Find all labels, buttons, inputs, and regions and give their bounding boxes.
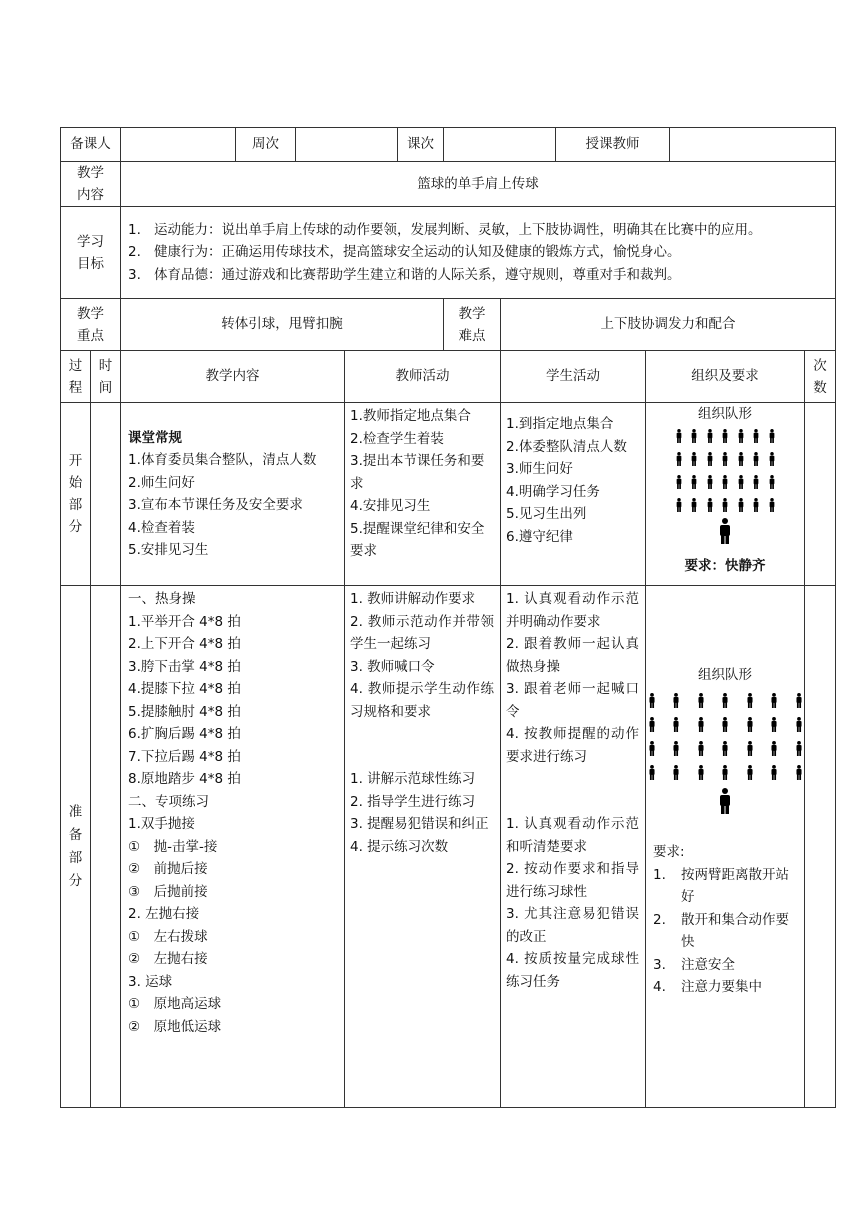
content-row — [61, 162, 836, 207]
teacher-icon — [718, 788, 732, 822]
difficult-point-value: 上下肢协调发力和配合 — [501, 299, 836, 351]
student-icon — [795, 717, 803, 732]
student-icon — [672, 765, 680, 780]
student-icon — [752, 429, 760, 443]
start-content-item: 1.体育委员集合整队，清点人数 — [128, 452, 317, 468]
student-icon — [672, 717, 680, 732]
prep-requirements — [646, 821, 804, 999]
student-icon — [768, 498, 776, 512]
student-icon — [721, 452, 729, 466]
prep-time-cell — [91, 586, 121, 1108]
start-student-item: 5.见习生出列 — [506, 506, 587, 522]
difficult-point-label: 教学难点 — [444, 299, 501, 351]
start-org-requirement: 要求：快静齐 — [684, 558, 766, 574]
teacher-icon — [718, 518, 732, 552]
prep-student-activity — [501, 586, 646, 1108]
start-student-item: 4.明确学习任务 — [506, 483, 600, 500]
student-icon — [795, 693, 803, 708]
student-icon — [752, 452, 760, 466]
ps2-line: 3. 尤其注意易犯错误的改正 — [506, 906, 639, 945]
focus-row — [61, 299, 836, 351]
ps2-line: 1. 认真观看动作示范和听清楚要求 — [506, 816, 639, 855]
ps1-line: 4. 按教师提醒的动作要求进行练习 — [506, 726, 639, 765]
start-org-title: 组织队形 — [698, 406, 752, 422]
col-time: 时间 — [91, 351, 121, 403]
prep-content-line: ① 左右拨球 — [128, 928, 208, 945]
prep-req-item: 2. 散开和集合动作要快 — [653, 911, 789, 950]
student-icon — [672, 693, 680, 708]
student-icon — [721, 475, 729, 489]
student-icon — [675, 452, 683, 466]
formation-row — [648, 717, 803, 732]
start-student-activity — [501, 403, 646, 586]
start-content-item: 5.安排见习生 — [128, 542, 209, 558]
prep-content-line: 2. 左抛右接 — [128, 906, 200, 922]
col-teacher-activity: 教师活动 — [345, 351, 501, 403]
ps2-line: 2. 按动作要求和指导进行练习球性 — [506, 861, 639, 900]
student-icon — [770, 765, 778, 780]
student-icon — [721, 693, 729, 708]
student-icon — [737, 452, 745, 466]
student-icon — [706, 475, 714, 489]
prep-teacher-block-1 — [350, 588, 494, 723]
start-teacher-item: 4.安排见习生 — [350, 498, 431, 514]
student-icon — [721, 741, 729, 756]
prep-content-line: ③ 后抛前接 — [128, 883, 208, 900]
prep-teacher-activity — [345, 586, 501, 1108]
prep-count-cell — [805, 586, 836, 1108]
student-icon — [752, 475, 760, 489]
objectives-list — [121, 207, 836, 299]
pt1-line: 3. 教师喊口令 — [350, 658, 435, 675]
objectives-row — [61, 207, 836, 299]
prep-teacher-block-2 — [350, 768, 494, 858]
prep-content — [121, 586, 345, 1108]
student-icon — [675, 498, 683, 512]
formation-row — [675, 475, 776, 489]
student-icon — [768, 452, 776, 466]
col-student-activity: 学生活动 — [501, 351, 646, 403]
student-icon — [675, 429, 683, 443]
student-icon — [721, 765, 729, 780]
prep-content-line: 1.平举开合 4*8 拍 — [128, 613, 241, 630]
student-icon — [648, 693, 656, 708]
student-icon — [721, 498, 729, 512]
student-icon — [795, 741, 803, 756]
student-icon — [697, 693, 705, 708]
student-formation-grid — [648, 693, 803, 780]
start-teacher-item: 3.提出本节课任务和要求 — [350, 453, 485, 492]
start-teacher-item: 1.教师指定地点集合 — [350, 408, 471, 424]
prep-req-item: 4. 注意力要集中 — [653, 979, 762, 995]
lesson-plan-table — [60, 127, 836, 1108]
ps1-line: 3. 跟着老师一起喊口令 — [506, 681, 639, 720]
formation-row — [675, 429, 776, 443]
student-icon — [721, 717, 729, 732]
prep-formation — [646, 586, 804, 821]
student-formation-grid — [675, 429, 776, 512]
teacher-value — [670, 128, 836, 162]
key-point-label: 教学重点 — [61, 299, 121, 351]
lesson-no-label: 课次 — [398, 128, 444, 162]
pt2-line: 4. 提示练习次数 — [350, 838, 449, 855]
prep-content-line: 4.提膝下拉 4*8 拍 — [128, 681, 241, 697]
pt2-line: 2. 指导学生进行练习 — [350, 793, 476, 810]
prep-content-line: 3. 运球 — [128, 973, 173, 990]
student-icon — [746, 741, 754, 756]
formation-row — [648, 765, 803, 780]
student-icon — [648, 741, 656, 756]
pt1-line: 4. 教师提示学生动作练习规格和要求 — [350, 681, 494, 720]
student-icon — [737, 475, 745, 489]
teacher-label: 授课教师 — [556, 128, 670, 162]
student-icon — [721, 429, 729, 443]
prep-org-title: 组织队形 — [698, 667, 752, 683]
student-icon — [706, 452, 714, 466]
start-content-item: 2.师生问好 — [128, 474, 195, 491]
prep-content-line: ① 原地高运球 — [128, 996, 222, 1012]
objective-item: 2. 健康行为：正确运用传球技术，提高篮球安全运动的认知及健康的锻炼方式，愉悦身心。 — [128, 244, 681, 261]
prep-student-block-2 — [506, 813, 639, 993]
pt2-line: 3. 提醒易犯错误和纠正 — [350, 816, 489, 832]
student-icon — [672, 741, 680, 756]
content-label: 教学内容 — [61, 162, 121, 207]
student-icon — [690, 498, 698, 512]
start-content-item: 3.宣布本节课任务及安全要求 — [128, 497, 303, 513]
prep-organization — [646, 586, 805, 1108]
prep-content-line: 二、专项练习 — [128, 793, 209, 810]
prep-content-line: 6.扩胸后踢 4*8 拍 — [128, 726, 241, 742]
key-point-value: 转体引球，甩臂扣腕 — [121, 299, 444, 351]
prep-content-line: 8.原地踏步 4*8 拍 — [128, 771, 241, 787]
student-icon — [706, 429, 714, 443]
lesson-no-value — [444, 128, 556, 162]
prep-req-label: 要求: — [653, 844, 685, 860]
student-icon — [746, 765, 754, 780]
week-label: 周次 — [236, 128, 296, 162]
prep-section-row — [61, 586, 836, 1108]
prep-content-line: 1.双手抛接 — [128, 816, 195, 832]
header-row — [61, 128, 836, 162]
start-organization — [646, 403, 805, 586]
formation-row — [675, 452, 776, 466]
column-header-row — [61, 351, 836, 403]
start-formation — [646, 403, 804, 578]
start-teacher-item: 5.提醒课堂纪律和安全要求 — [350, 520, 485, 559]
student-icon — [690, 429, 698, 443]
student-icon — [675, 475, 683, 489]
student-icon — [648, 765, 656, 780]
prep-process-label: 准备部分 — [61, 586, 91, 1108]
start-teacher-item: 2.检查学生着装 — [350, 430, 444, 447]
student-icon — [770, 717, 778, 732]
objectives-label: 学习目标 — [61, 207, 121, 299]
col-organization: 组织及要求 — [646, 351, 805, 403]
student-icon — [697, 717, 705, 732]
start-content-item: 4.检查着装 — [128, 519, 195, 536]
ps1-line: 1. 认真观看动作示范并明确动作要求 — [506, 591, 639, 630]
col-teaching-content: 教学内容 — [121, 351, 345, 403]
student-icon — [795, 765, 803, 780]
prep-content-line: 2.上下开合 4*8 拍 — [128, 636, 241, 652]
student-icon — [768, 429, 776, 443]
start-student-item: 2.体委整队清点人数 — [506, 438, 627, 455]
start-student-item: 3.师生问好 — [506, 461, 573, 477]
student-icon — [706, 498, 714, 512]
student-icon — [770, 693, 778, 708]
formation-row — [648, 693, 803, 708]
prep-req-item: 1. 按两臂距离散开站好 — [653, 866, 789, 905]
prep-content-line: 3.胯下击掌 4*8 拍 — [128, 658, 241, 675]
pt2-line: 1. 讲解示范球性练习 — [350, 771, 476, 787]
prep-content-line: 一、热身操 — [128, 591, 196, 607]
start-content-title: 课堂常规 — [128, 429, 182, 446]
ps1-line: 2. 跟着教师一起认真做热身操 — [506, 636, 639, 675]
start-student-item: 6.遵守纪律 — [506, 528, 573, 545]
start-teacher-activity — [345, 403, 501, 586]
col-count: 次数 — [805, 351, 836, 403]
prep-content-line: ② 原地低运球 — [128, 1018, 222, 1035]
start-count-cell — [805, 403, 836, 586]
prep-content-line: ① 抛-击掌-接 — [128, 838, 218, 855]
student-icon — [746, 717, 754, 732]
objective-item: 3. 体育品德：通过游戏和比赛帮助学生建立和谐的人际关系，遵守规则，尊重对手和裁判。 — [128, 266, 681, 283]
prep-student-block-1 — [506, 588, 639, 768]
week-value — [296, 128, 398, 162]
prep-content-line: 5.提膝触肘 4*8 拍 — [128, 703, 241, 720]
student-icon — [737, 429, 745, 443]
student-icon — [752, 498, 760, 512]
start-process-label: 开始部分 — [61, 403, 91, 586]
col-process: 过程 — [61, 351, 91, 403]
start-student-item: 1.到指定地点集合 — [506, 416, 614, 432]
ps2-line: 4. 按质按量完成球性练习任务 — [506, 951, 639, 990]
student-icon — [697, 765, 705, 780]
start-time-cell — [91, 403, 121, 586]
pt1-line: 2. 教师示范动作并带领学生一起练习 — [350, 613, 494, 652]
prep-req-item: 3. 注意安全 — [653, 956, 735, 973]
student-icon — [690, 452, 698, 466]
prep-content-line: 7.下拉后踢 4*8 拍 — [128, 748, 241, 765]
student-icon — [770, 741, 778, 756]
objective-item: 1. 运动能力：说出单手肩上传球的动作要领，发展判断、灵敏，上下肢协调性，明确其在比赛中的应用。 — [128, 221, 762, 238]
preparer-value — [121, 128, 236, 162]
student-icon — [648, 717, 656, 732]
start-content — [121, 403, 345, 586]
prep-content-line: ② 前抛后接 — [128, 861, 208, 877]
formation-row — [675, 498, 776, 512]
preparer-label: 备课人 — [61, 128, 121, 162]
content-value: 篮球的单手肩上传球 — [121, 162, 836, 207]
formation-row — [648, 741, 803, 756]
student-icon — [690, 475, 698, 489]
pt1-line: 1. 教师讲解动作要求 — [350, 591, 476, 607]
start-section-row — [61, 403, 836, 586]
student-icon — [697, 741, 705, 756]
student-icon — [737, 498, 745, 512]
student-icon — [746, 693, 754, 708]
student-icon — [768, 475, 776, 489]
prep-content-line: ② 左抛右接 — [128, 951, 208, 967]
